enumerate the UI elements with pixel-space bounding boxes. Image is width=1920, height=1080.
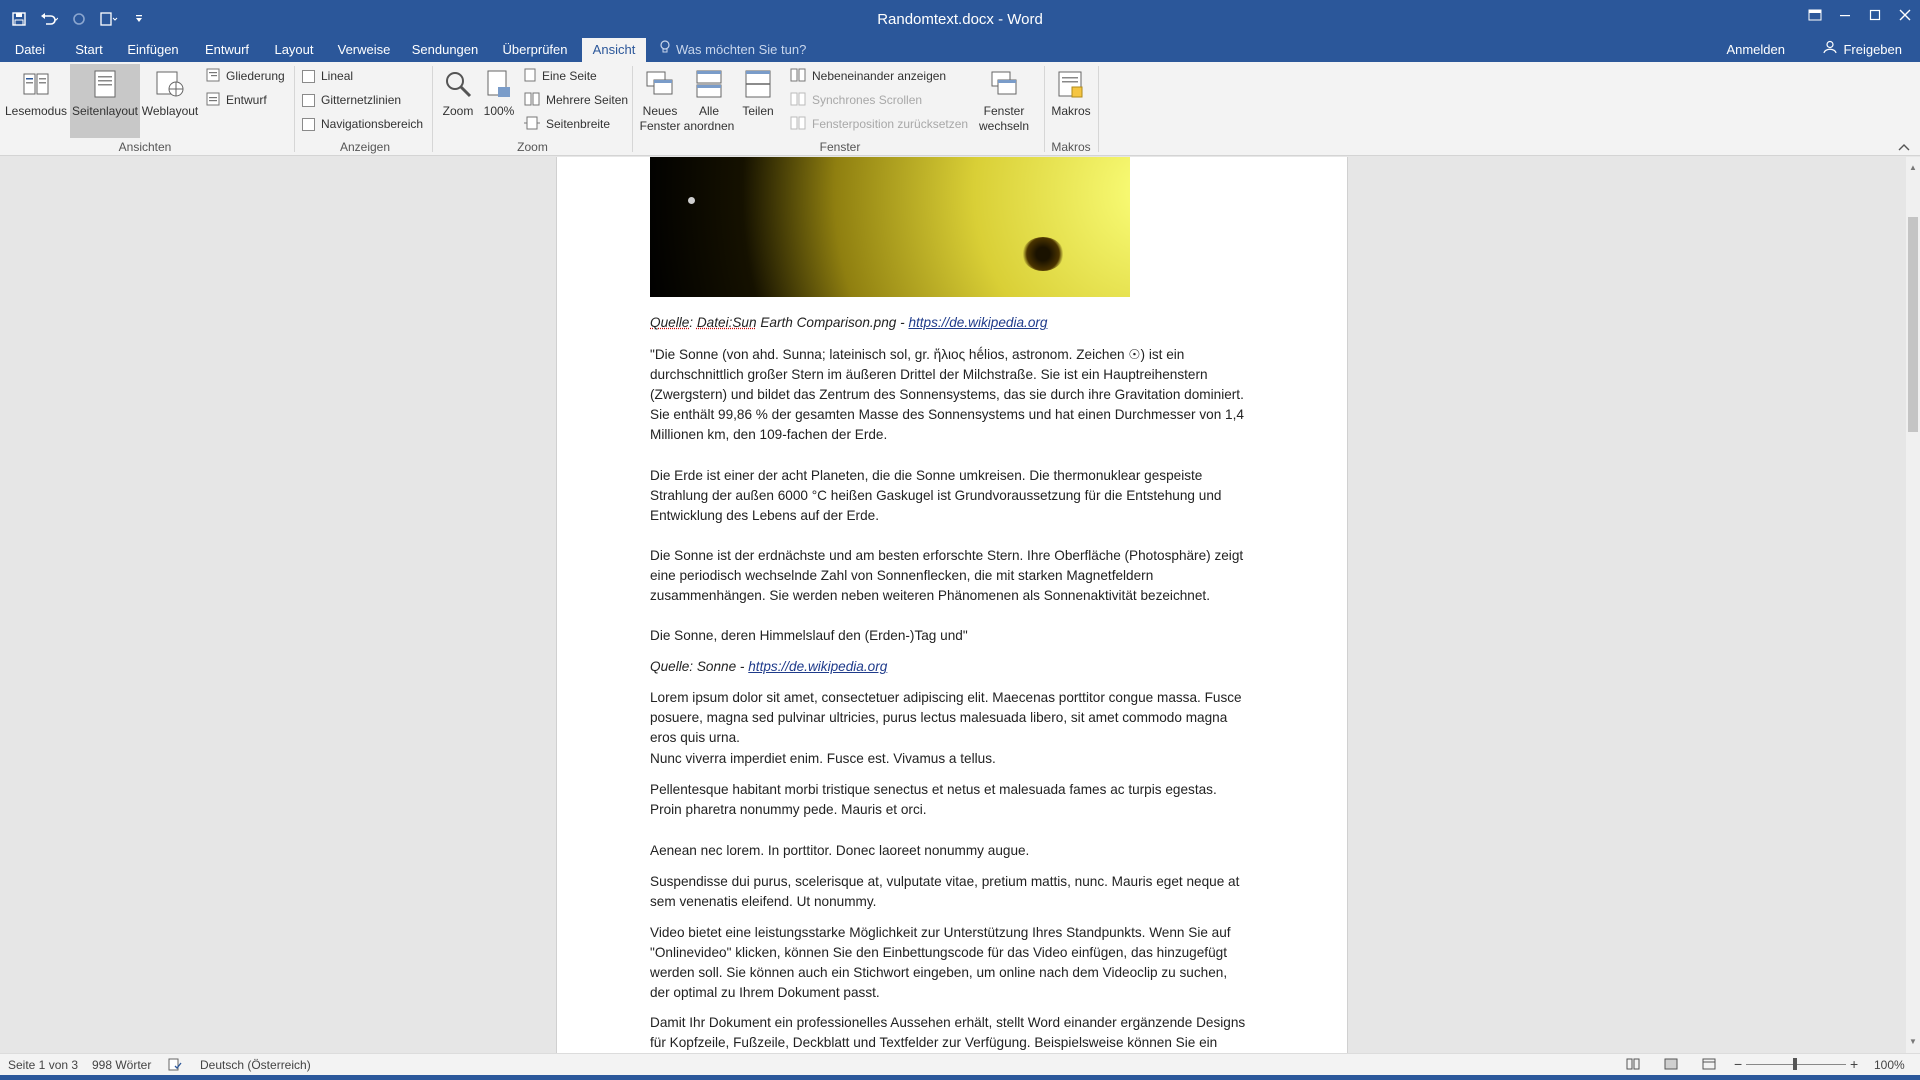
proofing-icon[interactable] bbox=[168, 1058, 182, 1074]
minimize-icon[interactable] bbox=[1830, 0, 1860, 30]
web-layout-icon bbox=[155, 64, 185, 104]
arrange-all-icon bbox=[695, 64, 723, 104]
synchronous-scrolling-button[interactable] bbox=[790, 90, 922, 110]
paragraph-design: Damit Ihr Dokument ein professionelles Aussehen erhält, stellt Word einander ergänzende Designs für Kopfzeile, Fußzeile, Deckblatt und Textfelder zur Verfügung. Beispielsweise können Sie ein bbox=[650, 1015, 1246, 1050]
zoom-out-icon[interactable]: − bbox=[1734, 1056, 1743, 1072]
ribbon-tab-bar bbox=[0, 38, 1920, 62]
ruler-label: Lineal bbox=[321, 69, 354, 83]
scroll-up-icon[interactable]: ▲ bbox=[1909, 163, 1917, 172]
tab-ansicht[interactable]: Ansicht bbox=[582, 38, 646, 62]
zoom-100-label: 100% bbox=[483, 104, 515, 118]
zoom-magnifier-icon bbox=[443, 64, 473, 104]
page-width-icon bbox=[524, 116, 540, 133]
macros-label: Makros bbox=[1051, 104, 1091, 118]
share-button[interactable] bbox=[1823, 38, 1902, 62]
page-count[interactable]: Seite 1 von 3 bbox=[8, 1058, 79, 1072]
multiple-pages-icon bbox=[524, 92, 540, 109]
sync-scroll-label: Synchrones Scrollen bbox=[812, 93, 923, 107]
switch-windows-label-1: Fenster bbox=[983, 104, 1025, 118]
web-layout-label: Weblayout bbox=[141, 104, 199, 118]
caption-rest: Earth Comparison.png - bbox=[756, 315, 909, 330]
zoom-in-icon[interactable]: + bbox=[1850, 1056, 1859, 1072]
word-count[interactable]: 998 Wörter bbox=[92, 1058, 152, 1072]
ribbon-panel bbox=[0, 62, 1920, 156]
source-caption-text: Quelle: Sonne - bbox=[650, 659, 749, 674]
zoom-level[interactable]: 100% bbox=[1874, 1058, 1905, 1072]
sync-scroll-icon bbox=[790, 92, 806, 109]
maximize-icon[interactable] bbox=[1860, 0, 1890, 30]
sun-image-sunspot bbox=[1022, 237, 1064, 271]
close-icon[interactable] bbox=[1890, 0, 1920, 30]
page-width-label: Seitenbreite bbox=[546, 117, 611, 131]
navpane-check bbox=[302, 118, 315, 131]
document-area bbox=[0, 157, 1906, 1053]
caption-separator: : bbox=[689, 315, 697, 330]
group-separator bbox=[1044, 66, 1045, 152]
source-caption-link[interactable]: https://de.wikipedia.org bbox=[748, 659, 888, 674]
print-layout-status-icon[interactable] bbox=[1664, 1058, 1678, 1073]
web-layout-status-icon[interactable] bbox=[1702, 1058, 1716, 1073]
share-label: Freigeben bbox=[1843, 42, 1902, 57]
paragraph-pellentesque: Pellentesque habitant morbi tristique senectus et netus et malesuada fames ac turpis egestas. Proin pharetra nonummy pede. Mauris et orci. bbox=[650, 782, 1217, 817]
group-separator bbox=[1098, 66, 1099, 152]
gridlines-label: Gitternetzlinien bbox=[321, 93, 402, 107]
group-separator bbox=[294, 66, 295, 152]
tab-start[interactable]: Start bbox=[75, 42, 103, 57]
new-window-button[interactable] bbox=[638, 64, 682, 138]
switch-windows-label-2: wechseln bbox=[978, 119, 1030, 133]
macros-button[interactable] bbox=[1050, 64, 1092, 138]
zoom-100-button[interactable] bbox=[482, 64, 516, 138]
split-label: Teilen bbox=[742, 104, 774, 118]
paragraph-aenean: Aenean nec lorem. In porttitor. Donec laoreet nonummy augue. bbox=[650, 843, 1030, 858]
new-window-label-2: Fenster bbox=[639, 119, 681, 133]
paragraph-sun-intro: "Die Sonne (von ahd. Sunna; lateinisch sol, gr. ἥλιος hḗlios, astronom. Zeichen ☉) ist ein durchschnittlich großer Stern im äußeren Drittel der Milchstraße. Sie ist ein Hauptreihenstern (Zwergstern) und bildet das Zentrum des Sonnensystems, das sie durch ihre Gravitation dominiert. Sie enthält 99,86 % der gesamten Masse des Sonnensystems und hat einen Durchmesser von 1,4 Millionen km, den 109-fachen der Erde. bbox=[650, 347, 1244, 442]
caption-file: Datei:Sun bbox=[696, 315, 757, 330]
tab-verweise[interactable]: Verweise bbox=[337, 42, 391, 57]
reset-position-icon bbox=[790, 116, 806, 133]
split-icon bbox=[744, 64, 772, 104]
window-controls bbox=[1800, 0, 1920, 30]
tab-einfuegen[interactable]: Einfügen bbox=[127, 42, 179, 57]
draft-button[interactable] bbox=[206, 90, 267, 110]
reset-position-label: Fensterposition zurücksetzen bbox=[812, 117, 969, 131]
document-page[interactable] bbox=[556, 157, 1348, 1053]
paragraph-suspendisse: Suspendisse dui purus, scelerisque at, vulputate vitae, pretium mattis, nunc. Mauris eget neque at sem venenatis eleifend. Ut nonummy. bbox=[650, 874, 1240, 909]
switch-windows-icon bbox=[989, 64, 1019, 104]
zoom-label: Zoom bbox=[442, 104, 474, 118]
tab-entwurf[interactable]: Entwurf bbox=[204, 42, 250, 57]
arrange-all-label-1: Alle bbox=[698, 104, 719, 118]
switch-windows-button[interactable] bbox=[976, 64, 1032, 138]
vertical-scrollbar[interactable] bbox=[1906, 157, 1920, 1053]
draft-label: Entwurf bbox=[226, 93, 267, 107]
outline-label: Gliederung bbox=[226, 69, 285, 83]
tell-me-search[interactable] bbox=[660, 38, 806, 62]
one-page-label: Eine Seite bbox=[542, 69, 597, 83]
read-mode-label: Lesemodus bbox=[4, 104, 68, 118]
navpane-checkbox[interactable] bbox=[302, 114, 423, 134]
side-by-side-icon bbox=[790, 68, 806, 85]
outline-button[interactable] bbox=[206, 66, 285, 86]
arrange-all-label-2: anordnen bbox=[683, 119, 735, 133]
read-mode-icon bbox=[21, 64, 51, 104]
read-mode-button[interactable] bbox=[6, 64, 66, 138]
tab-ueberpruefen[interactable]: Überprüfen bbox=[502, 42, 568, 57]
paragraph-nunc: Nunc viverra imperdiet enim. Fusce est. Vivamus a tellus. bbox=[650, 751, 996, 766]
caption-link[interactable]: https://de.wikipedia.org bbox=[908, 315, 1048, 330]
ruler-check bbox=[302, 70, 315, 83]
paragraph-lorem: Lorem ipsum dolor sit amet, consectetuer adipiscing elit. Maecenas porttitor congue massa. Fusce posuere, magna sed pulvinar ultricies, purus lectus malesuada libero, sit amet commodo magna eros quis urna. bbox=[650, 690, 1242, 745]
reset-window-position-button[interactable] bbox=[790, 114, 968, 134]
group-separator bbox=[432, 66, 433, 152]
ruler-checkbox[interactable] bbox=[302, 66, 353, 86]
tab-sendungen[interactable]: Sendungen bbox=[411, 42, 479, 57]
sun-image[interactable] bbox=[650, 157, 1130, 297]
one-page-button[interactable] bbox=[524, 66, 597, 86]
multiple-pages-label: Mehrere Seiten bbox=[546, 93, 629, 107]
side-by-side-label: Nebeneinander anzeigen bbox=[812, 69, 947, 83]
split-button[interactable] bbox=[736, 64, 780, 138]
zoom-100-icon bbox=[486, 64, 512, 104]
ribbon-display-icon[interactable] bbox=[1800, 0, 1830, 30]
caption-source-word: Quelle bbox=[650, 315, 690, 330]
lightbulb-icon bbox=[660, 38, 670, 62]
person-icon bbox=[1823, 38, 1837, 62]
navpane-label: Navigationsbereich bbox=[321, 117, 424, 131]
collapse-ribbon-icon[interactable] bbox=[1898, 140, 1910, 154]
paragraph-surface: Die Sonne ist der erdnächste und am besten erforschte Stern. Ihre Oberfläche (Photosphäre) zeigt eine periodisch wechselnde Zahl von Sonnenflecken, die mit starken Magnetfeldern zusammenhängen. Sie werden neben weiteren Phänomenen als Sonnenaktivität bezeichnet. bbox=[650, 548, 1244, 603]
sun-image-planet-dot bbox=[688, 197, 695, 204]
outline-icon bbox=[206, 68, 220, 85]
sign-in-link[interactable]: Anmelden bbox=[1726, 42, 1785, 57]
zoom-slider-knob[interactable] bbox=[1793, 1058, 1797, 1070]
arrange-all-button[interactable] bbox=[684, 64, 734, 138]
zoom-button[interactable] bbox=[438, 64, 478, 138]
tab-datei[interactable]: Datei bbox=[14, 42, 46, 57]
status-bar bbox=[0, 1053, 1920, 1075]
paragraph-sky-path: Die Sonne, deren Himmelslauf den (Erden-)Tag und" bbox=[650, 628, 968, 643]
draft-icon bbox=[206, 92, 220, 109]
view-side-by-side-button[interactable] bbox=[790, 66, 946, 86]
group-label-macros: Makros bbox=[1051, 140, 1091, 154]
gridlines-check bbox=[302, 94, 315, 107]
macros-icon bbox=[1056, 64, 1086, 104]
new-window-label-1: Neues bbox=[642, 104, 678, 118]
paragraph-earth: Die Erde ist einer der acht Planeten, die die Sonne umkreisen. Die thermonuklear gespeiste Strahlung der außen 6000 °C heißen Gaskugel ist Grundvoraussetzung für die Entstehung und Entwicklung des Lebens auf der Erde. bbox=[650, 468, 1222, 523]
source-caption bbox=[650, 657, 1250, 677]
multiple-pages-button[interactable] bbox=[524, 90, 628, 110]
print-layout-label: Seitenlayout bbox=[71, 104, 139, 118]
title-bar bbox=[0, 0, 1920, 38]
group-separator bbox=[632, 66, 633, 152]
page-width-button[interactable] bbox=[524, 114, 610, 134]
language[interactable]: Deutsch (Österreich) bbox=[200, 1058, 311, 1072]
paragraph-video: Video bietet eine leistungsstarke Möglichkeit zur Unterstützung Ihres Standpunkts. Wenn Sie auf "Onlinevideo" klicken, können Sie den Einbettungscode für das Video einfügen, das hinzugefügt werden soll. Sie können auch ein Stichwort eingeben, um online nach dem Videoclip zu suchen, der optimal zu Ihrem Dokument passt. bbox=[650, 925, 1231, 1000]
tab-layout[interactable]: Layout bbox=[274, 42, 314, 57]
new-window-icon bbox=[645, 64, 675, 104]
print-layout-icon bbox=[93, 64, 117, 104]
print-layout-button[interactable] bbox=[70, 64, 140, 138]
gridlines-checkbox[interactable] bbox=[302, 90, 401, 110]
read-mode-status-icon[interactable] bbox=[1626, 1058, 1640, 1073]
group-label-show: Anzeigen bbox=[339, 140, 391, 154]
scroll-down-icon[interactable]: ▼ bbox=[1909, 1037, 1917, 1046]
web-layout-button[interactable] bbox=[142, 64, 198, 138]
window-title: Randomtext.docx - Word bbox=[877, 11, 1043, 28]
image-caption bbox=[650, 313, 1250, 333]
group-label-views: Ansichten bbox=[118, 140, 172, 154]
tell-me-text: Was möchten Sie tun? bbox=[676, 42, 807, 57]
bottom-accent-strip bbox=[0, 1075, 1920, 1080]
one-page-icon bbox=[524, 68, 536, 85]
scroll-thumb[interactable] bbox=[1908, 217, 1918, 432]
group-label-zoom: Zoom bbox=[517, 140, 548, 154]
group-label-window: Fenster bbox=[819, 140, 861, 154]
